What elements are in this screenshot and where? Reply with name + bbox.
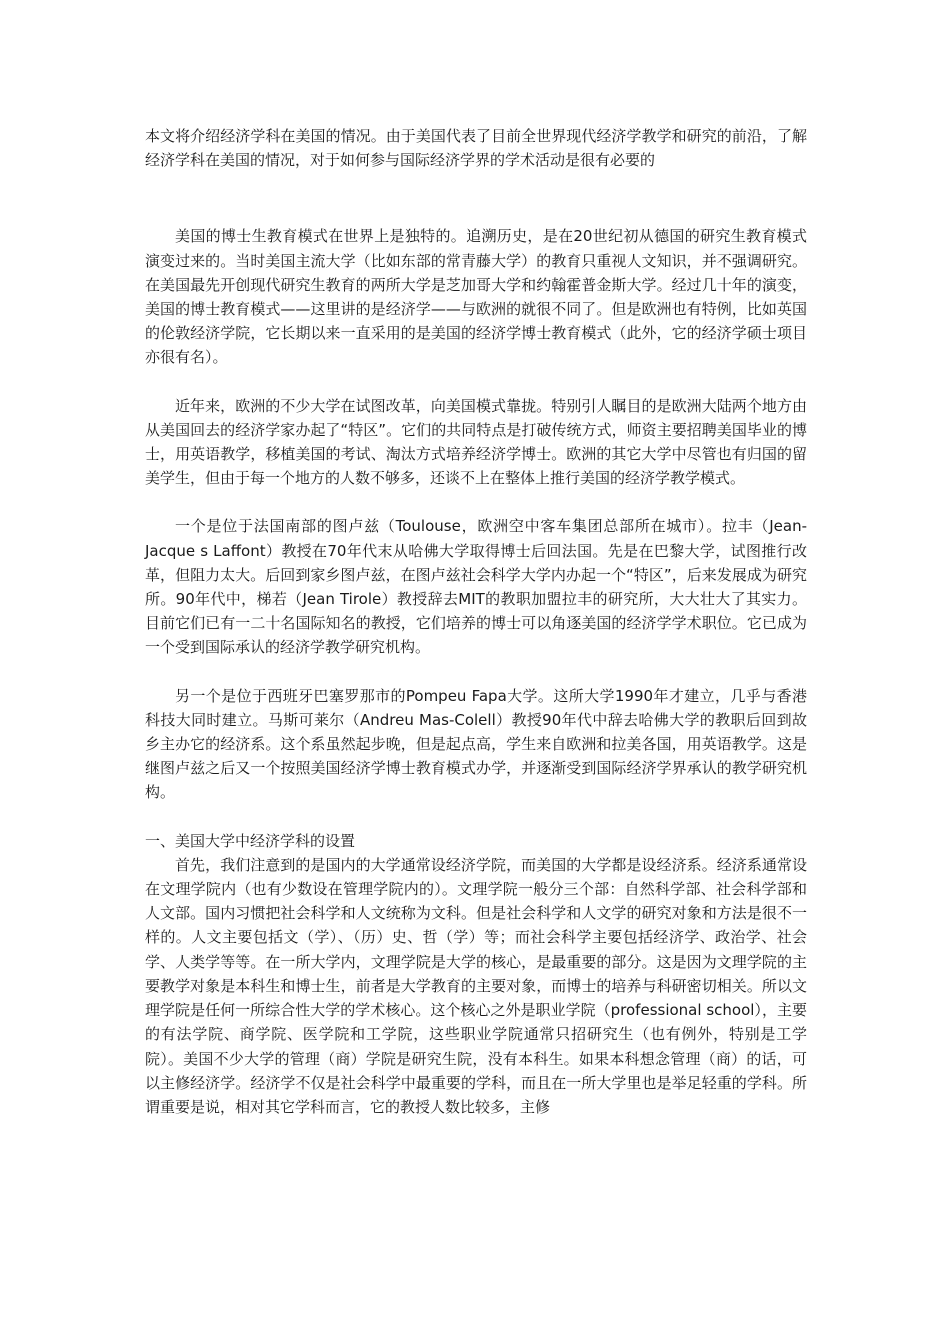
document-body [145, 124, 807, 1119]
intro-paragraph: 本文将介绍经济学科在美国的情况。由于美国代表了目前全世界现代经济学教学和研究的前沿，了解经济学科在美国的情况，对于如何参与国际经济学界的学术活动是很有必要的 [145, 127, 807, 170]
section-paragraph: 首先，我们注意到的是国内的大学通常设经济学院，而美国的大学都是设经济系。经济系通常设在文理学院内（也有少数设在管理学院内的）。文理学院一般分三个部：自然科学部、社会科学部和人文部。国内习惯把社会科学和人文统称为文科。但是社会科学和人文学的研究对象和方法是很不一样的。人文主要包括文（学）、（历）史、哲（学）等；而社会科学主要包括经济学、政治学、社会学、人类学等等。在一所大学内，文理学院是大学的核心，是最重要的部分。这是因为文理学院的主要教学对象是本科生和博士生，前者是大学教育的主要对象，而博士的培养与科研密切相关。所以文理学院是任何一所综合性大学的学术核心。这个核心之外是职业学院（professional school），主要的有法学院、商学院、医学院和工学院，这些职业学院通常只招研究生（也有例外，特别是工学院）。美国不少大学的管理（商）学院是研究生院，没有本科生。如果本科想念管理（商）的话，可以主修经济学。经济学不仅是社会科学中最重要的学科，而且在一所大学里也是举足轻重的学科。所谓重要是说，相对其它学科而言，它的教授人数比较多，主修 [145, 855, 807, 1116]
section-heading: 一、美国大学中经济学科的设置 [145, 831, 356, 850]
paragraph-us-phd-model: 美国的博士生教育模式在世界上是独特的。追溯历史，是在20世纪初从德国的研究生教育模式演变过来的。当时美国主流大学（比如东部的常青藤大学）的教育只重视人文知识，并不强调研究。在美国最先开创现代研究生教育的两所大学是芝加哥大学和约翰霍普金斯大学。经过几十年的演变，美国的博士教育模式——这里讲的是经济学——与欧洲的就很不同了。但是欧洲也有特例，比如英国的伦敦经济学院，它长期以来一直采用的是美国的经济学博士教育模式（此外，它的经济学硕士项目亦很有名）。 [145, 227, 807, 367]
paragraph-toulouse: 一个是位于法国南部的图卢兹（Toulouse，欧洲空中客车集团总部所在城市）。拉丰（Jean-Jacque s Laffont）教授在70年代末从哈佛大学取得博士后回法国。先是在巴黎大学，试图推行改革，但阻力太大。后回到家乡图卢兹，在图卢兹社会科学大学内办起一个“特区”，后来发展成为研究所。90年代中，梯若（Jean Tirole）教授辞去MIT的教职加盟拉丰的研究所，大大壮大了其实力。目前它们已有一二十名国际知名的教授，它们培养的博士可以角逐美国的经济学学术职位。它已成为一个受到国际承认的经济学教学研究机构。 [145, 517, 807, 657]
paragraph-pompeu-fabra: 另一个是位于西班牙巴塞罗那市的Pompeu Fapa大学。这所大学1990年才建立，几乎与香港科技大同时建立。马斯可莱尔（Andreu Mas-Colell）教授90年代中辞去哈佛大学的教职后回到故乡主办它的经济系。这个系虽然起步晚，但是起点高，学生来自欧洲和拉美各国，用英语教学。这是继图卢兹之后又一个按照美国经济学博士教育模式办学，并逐渐受到国际经济学界承认的教学研究机构。 [145, 686, 807, 802]
paragraph-europe-reform: 近年来，欧洲的不少大学在试图改革，向美国模式靠拢。特别引人瞩目的是欧洲大陆两个地方由从美国回去的经济学家办起了“特区”。它们的共同特点是打破传统方式，师资主要招聘美国毕业的博士，用英语教学，移植美国的考试、淘汰方式培养经济学博士。欧洲的其它大学中尽管也有归国的留美学生，但由于每一个地方的人数不够多，还谈不上在整体上推行美国的经济学教学模式。 [145, 396, 807, 488]
